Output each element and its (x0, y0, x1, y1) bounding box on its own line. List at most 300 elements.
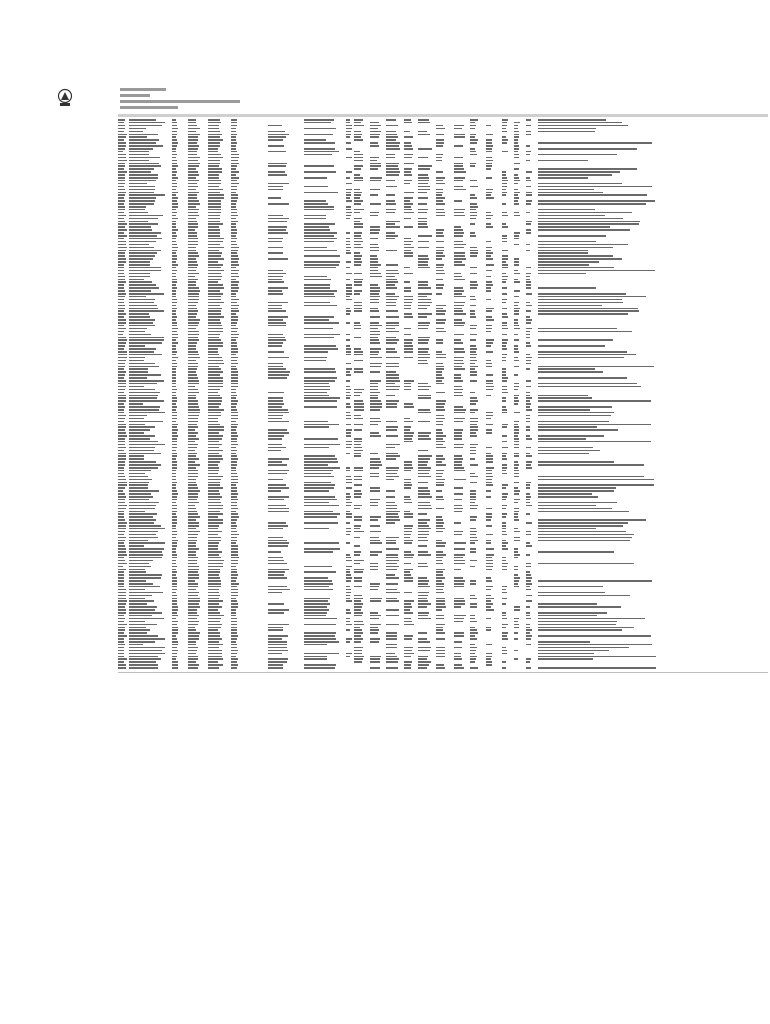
table-cell (346, 392, 350, 394)
table-cell (486, 360, 491, 362)
table-cell (514, 145, 519, 147)
table-cell (118, 386, 126, 388)
table-cell (514, 290, 520, 292)
table-cell (118, 540, 125, 542)
table-cell (526, 435, 530, 437)
table-cell (188, 218, 196, 220)
table-cell (208, 192, 220, 194)
table-cell (304, 577, 328, 579)
table-cell (346, 571, 350, 573)
table-cell (268, 528, 283, 530)
table-cell (231, 203, 236, 205)
table-cell (404, 569, 413, 571)
table-cell (172, 629, 178, 631)
table-cell (486, 250, 491, 252)
table-cell (436, 354, 446, 356)
table-cell (538, 218, 623, 220)
table-cell (268, 337, 285, 339)
table-row (118, 238, 768, 240)
table-cell (208, 531, 222, 533)
table-cell (304, 255, 340, 257)
table-cell (172, 406, 177, 408)
table-cell (354, 447, 362, 449)
table-cell (346, 406, 351, 408)
table-row (118, 496, 768, 498)
table-cell (454, 128, 462, 130)
table-cell (370, 238, 378, 240)
table-cell (118, 232, 124, 234)
table-cell (346, 293, 352, 295)
table-cell (470, 519, 476, 521)
table-row (118, 577, 768, 579)
table-cell (188, 609, 197, 611)
table-cell (172, 177, 178, 179)
table-cell (436, 209, 444, 211)
table-cell (538, 653, 594, 655)
table-cell (208, 331, 223, 333)
table-cell (386, 270, 398, 272)
table-cell (354, 624, 364, 626)
table-cell (538, 450, 600, 452)
table-cell (268, 203, 289, 205)
table-cell (538, 667, 656, 669)
table-cell (454, 464, 462, 466)
table-cell (526, 131, 531, 133)
table-cell (386, 194, 395, 196)
table-cell (118, 583, 124, 585)
table-cell (436, 371, 442, 373)
table-cell (370, 406, 382, 408)
table-cell (418, 395, 431, 397)
table-cell (172, 490, 177, 492)
table-cell (436, 496, 443, 498)
table-cell (129, 516, 153, 518)
table-cell (538, 273, 586, 275)
table-cell (418, 461, 428, 463)
table-cell (346, 296, 350, 298)
table-cell (172, 319, 176, 321)
table-cell (268, 603, 284, 605)
table-cell (370, 598, 382, 600)
table-cell (514, 366, 519, 368)
table-cell (436, 212, 445, 214)
table-cell (354, 244, 361, 246)
table-cell (346, 505, 351, 507)
table-cell (172, 487, 176, 489)
table-cell (526, 186, 531, 188)
table-cell (231, 557, 239, 559)
table-cell (538, 119, 606, 121)
table-cell (526, 554, 530, 556)
table-row (118, 540, 768, 542)
table-cell (188, 183, 197, 185)
table-cell (188, 505, 195, 507)
table-cell (370, 247, 379, 249)
table-row (118, 354, 768, 356)
table-cell (404, 612, 413, 614)
table-cell (386, 569, 397, 571)
table-cell (172, 595, 177, 597)
table-row (118, 508, 768, 510)
table-cell (188, 177, 196, 179)
table-cell (502, 203, 506, 205)
table-cell (268, 197, 281, 199)
table-cell (172, 151, 176, 153)
table-cell (346, 534, 350, 536)
table-cell (404, 334, 411, 336)
table-cell (208, 273, 221, 275)
table-cell (486, 658, 491, 660)
table-cell (172, 229, 178, 231)
table-cell (436, 664, 444, 666)
table-cell (188, 383, 199, 385)
table-cell (346, 386, 350, 388)
table-cell (418, 551, 428, 553)
table-cell (502, 328, 508, 330)
table-cell (418, 284, 428, 286)
table-cell (346, 618, 350, 620)
table-cell (354, 197, 360, 199)
table-row (118, 450, 768, 452)
table-cell (370, 586, 379, 588)
table-cell (502, 345, 506, 347)
table-cell (304, 444, 340, 446)
table-cell (454, 664, 462, 666)
table-cell (118, 502, 125, 504)
table-cell (436, 638, 445, 640)
table-cell (418, 267, 430, 269)
table-cell (188, 299, 199, 301)
table-cell (514, 508, 519, 510)
table-cell (231, 163, 239, 165)
table-cell (231, 476, 238, 478)
table-cell (370, 627, 378, 629)
table-row (118, 493, 768, 495)
table-cell (346, 424, 351, 426)
table-cell (354, 119, 363, 121)
table-cell (268, 458, 289, 460)
table-cell (502, 528, 506, 530)
table-cell (486, 453, 491, 455)
table-cell (502, 374, 506, 376)
table-cell (502, 598, 507, 600)
table-cell (129, 598, 145, 600)
table-cell (386, 426, 398, 428)
table-cell (268, 279, 282, 281)
table-cell (454, 293, 462, 295)
table-cell (454, 583, 464, 585)
table-cell (386, 131, 396, 133)
table-cell (118, 209, 125, 211)
table-cell (386, 383, 395, 385)
table-cell (514, 345, 518, 347)
table-cell (486, 389, 493, 391)
table-cell (454, 334, 464, 336)
table-cell (346, 412, 350, 414)
table-cell (268, 542, 289, 544)
table-cell (404, 464, 412, 466)
table-cell (172, 299, 177, 301)
table-cell (188, 548, 199, 550)
table-cell (470, 186, 478, 188)
table-cell (346, 209, 351, 211)
table-cell (231, 296, 236, 298)
table-row (118, 592, 768, 594)
table-cell (454, 380, 463, 382)
table-cell (386, 287, 397, 289)
table-cell (129, 392, 160, 394)
table-cell (404, 238, 411, 240)
table-cell (188, 571, 198, 573)
table-cell (404, 551, 411, 553)
table-cell (304, 653, 339, 655)
table-cell (514, 554, 520, 556)
table-cell (118, 247, 127, 249)
table-row (118, 664, 768, 666)
table-cell (231, 325, 236, 327)
table-cell (346, 624, 352, 626)
table-cell (436, 421, 443, 423)
table-cell (188, 223, 198, 225)
table-cell (486, 374, 493, 376)
table-cell (538, 563, 634, 565)
table-row (118, 258, 768, 260)
table-cell (129, 316, 150, 318)
table-cell (208, 229, 220, 231)
table-cell (526, 505, 532, 507)
table-cell (526, 244, 530, 246)
table-cell (231, 444, 238, 446)
table-cell (268, 308, 282, 310)
table-cell (172, 334, 178, 336)
table-cell (370, 551, 382, 553)
table-cell (386, 125, 398, 127)
table-cell (172, 661, 178, 663)
table-cell (404, 511, 410, 513)
table-row (118, 644, 768, 646)
table-row (118, 139, 768, 141)
table-cell (231, 255, 238, 257)
table-row (118, 165, 768, 167)
table-cell (386, 371, 396, 373)
table-cell (454, 313, 466, 315)
table-cell (502, 368, 506, 370)
table-row (118, 255, 768, 257)
table-cell (208, 658, 223, 660)
table-cell (436, 308, 443, 310)
table-cell (172, 171, 177, 173)
table-cell (470, 482, 477, 484)
table-cell (188, 577, 199, 579)
table-cell (538, 522, 628, 524)
table-cell (354, 403, 364, 405)
table-cell (418, 305, 430, 307)
table-cell (386, 284, 395, 286)
table-cell (370, 400, 381, 402)
table-cell (386, 148, 400, 150)
table-cell (231, 484, 236, 486)
table-cell (526, 571, 530, 573)
table-cell (354, 441, 362, 443)
table-cell (470, 334, 477, 336)
table-cell (129, 232, 161, 234)
table-cell (129, 241, 156, 243)
table-cell (208, 392, 218, 394)
table-cell (370, 525, 380, 527)
table-row (118, 624, 768, 626)
table-cell (526, 447, 531, 449)
table-cell (172, 183, 177, 185)
table-cell (188, 557, 198, 559)
table-cell (118, 374, 125, 376)
table-cell (118, 661, 124, 663)
table-cell (172, 444, 177, 446)
table-cell (304, 406, 337, 408)
table-cell (231, 134, 237, 136)
table-cell (118, 429, 125, 431)
table-cell (172, 470, 176, 472)
column-header-row (118, 114, 768, 117)
table-row (118, 250, 768, 252)
table-cell (268, 479, 283, 481)
table-cell (404, 247, 414, 249)
table-cell (172, 656, 177, 658)
table-cell (354, 221, 360, 223)
table-cell (304, 322, 339, 324)
table-cell (386, 264, 398, 266)
table-cell (404, 255, 413, 257)
table-cell (526, 589, 531, 591)
table-cell (418, 502, 430, 504)
table-cell (386, 566, 399, 568)
table-cell (208, 325, 222, 327)
table-cell (538, 244, 628, 246)
table-cell (404, 406, 414, 408)
table-cell (514, 447, 519, 449)
table-cell (172, 371, 176, 373)
table-cell (118, 467, 124, 469)
table-cell (514, 482, 519, 484)
table-cell (268, 522, 286, 524)
table-cell (526, 618, 531, 620)
table-cell (118, 258, 126, 260)
table-cell (370, 128, 378, 130)
table-cell (404, 580, 413, 582)
table-cell (370, 615, 381, 617)
table-cell (118, 322, 126, 324)
table-cell (370, 354, 378, 356)
table-cell (172, 458, 176, 460)
table-cell (172, 432, 177, 434)
table-cell (514, 502, 518, 504)
table-cell (538, 534, 634, 536)
table-cell (208, 145, 220, 147)
table-cell (118, 490, 123, 492)
table-cell (386, 589, 397, 591)
table-cell (454, 302, 465, 304)
table-cell (454, 586, 464, 588)
table-cell (118, 455, 126, 457)
table-cell (470, 363, 475, 365)
table-cell (418, 470, 430, 472)
table-cell (208, 345, 223, 347)
table-cell (386, 296, 399, 298)
table-cell (454, 467, 464, 469)
table-cell (526, 499, 530, 501)
table-row (118, 484, 768, 486)
table-cell (268, 635, 288, 637)
table-cell (386, 644, 397, 646)
table-cell (454, 325, 464, 327)
table-cell (514, 357, 518, 359)
table-row (118, 392, 768, 394)
table-cell (538, 435, 604, 437)
table-cell (208, 261, 218, 263)
table-cell (486, 484, 493, 486)
table-cell (208, 424, 220, 426)
table-cell (172, 467, 177, 469)
table-cell (436, 270, 444, 272)
table-cell (486, 412, 493, 414)
table-cell (354, 453, 361, 455)
table-cell (208, 580, 221, 582)
table-cell (354, 168, 361, 170)
table-row (118, 180, 768, 182)
table-cell (208, 479, 221, 481)
table-cell (370, 458, 380, 460)
table-cell (502, 458, 507, 460)
table-cell (188, 273, 199, 275)
table-cell (172, 148, 176, 150)
table-cell (526, 542, 530, 544)
table-cell (386, 366, 399, 368)
table-cell (268, 377, 287, 379)
table-cell (386, 661, 398, 663)
table-cell (231, 467, 236, 469)
table-cell (436, 598, 445, 600)
table-cell (514, 386, 519, 388)
table-cell (486, 189, 493, 191)
table-cell (354, 484, 362, 486)
table-cell (418, 339, 429, 341)
table-cell (231, 192, 236, 194)
table-cell (304, 395, 329, 397)
table-cell (231, 421, 236, 423)
table-cell (188, 513, 198, 515)
table-cell (538, 647, 629, 649)
table-cell (514, 296, 519, 298)
table-cell (418, 563, 427, 565)
table-cell (346, 580, 351, 582)
table-cell (231, 267, 236, 269)
table-cell (454, 310, 463, 312)
table-cell (268, 270, 283, 272)
table-cell (370, 554, 378, 556)
table-cell (188, 638, 199, 640)
table-cell (188, 664, 199, 666)
table-cell (354, 467, 363, 469)
table-row (118, 212, 768, 214)
table-cell (304, 455, 335, 457)
table-cell (538, 386, 641, 388)
table-cell (538, 212, 632, 214)
table-cell (526, 368, 530, 370)
table-cell (526, 563, 531, 565)
table-cell (129, 653, 165, 655)
table-cell (370, 661, 380, 663)
table-cell (188, 493, 198, 495)
table-cell (470, 136, 475, 138)
